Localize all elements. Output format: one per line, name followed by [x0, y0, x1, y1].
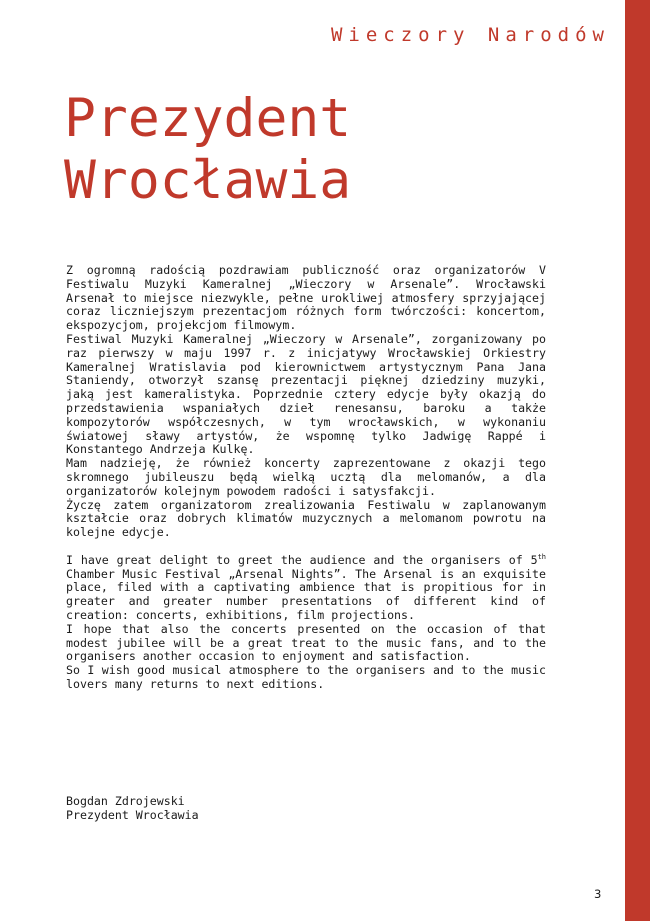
polish-paragraph-1: Z ogromną radością pozdrawiam publiczność oraz organizatorów V Festiwalu Muzyki Kameralnej „Wieczory w Arsenale”. Wrocławski Arsenał to miejsce niezwykle, pełne urokliwej atmosfery sprzyjającej coraz liczniejszym prezentacjom różnych form twórczości: koncertom, ekspozycjom, projekcjom filmowym.	[66, 263, 546, 333]
signature-block	[66, 794, 199, 822]
polish-paragraph-4: Życzę zatem organizatorom zrealizowania Festiwalu w zaplanowanym kształcie oraz dobrych klimatów muzycznych a melomanom powrotu na kolejne edycje.	[66, 497, 546, 540]
page-number: 3	[594, 887, 602, 901]
title-line-1: Prezydent	[64, 88, 352, 149]
signature-role: Prezydent Wrocławia	[66, 808, 199, 822]
page-title	[64, 88, 351, 212]
title-line-2: Wrocławia	[64, 150, 352, 211]
english-paragraph-1	[66, 554, 546, 623]
series-header: Wieczory Narodów	[330, 24, 610, 46]
english-paragraph-2: I hope that also the concerts presented on the occasion of that modest jubilee will be a great treat to the music fans, and to the organisers another occasion to enjoyment and satisfaction.	[66, 621, 546, 664]
letter-body	[66, 264, 546, 692]
english-paragraph-3: So I wish good musical atmosphere to the organisers and to the music lovers many returns to next editions.	[66, 663, 546, 691]
polish-paragraph-2: Festiwal Muzyki Kameralnej „Wieczory w Arsenale”, zorganizowany po raz pierwszy w maju 1997 r. z inicjatywy Wrocławskiej Orkiestry Kameralnej Wratislavia pod kierownictwem artystycznym Pana Jana Staniendy, otworzył szansę prezentacji pięknej dziedziny muzyki, jaką jest kameralistyka. Poprzednie cztery edycje były okazją do przedstawienia wspaniałych dzieł renesansu, baroku a także kompozytorów współczesnych, w tym wrocławskich, w wykonaniu światowej sławy artystów, że wspomnę tylko Jadwigę Rappé i Konstantego Andrzeja Kulkę.	[66, 331, 546, 457]
english-p1-before: I have great delight to greet the audience and the organisers of 5	[66, 552, 538, 567]
polish-paragraph-3: Mam nadzieję, że również koncerty zaprezentowane z okazji tego skromnego jubileuszu będą wielką ucztą dla melomanów, a dla organizatorów kolejnym powodem radości i satysfakcji.	[66, 456, 546, 498]
english-p1-after: Chamber Music Festival „Arsenal Nights”. The Arsenal is an exquisite place, filed with a captivating ambience that is propitious for in greater and greater number presentations of different kind of creation: concerts, exhibitions, film projections.	[66, 566, 546, 622]
ordinal-suffix: th	[537, 552, 546, 561]
paragraph-gap	[66, 540, 546, 554]
signature-name: Bogdan Zdrojewski	[66, 794, 185, 808]
red-side-bar	[625, 0, 650, 921]
